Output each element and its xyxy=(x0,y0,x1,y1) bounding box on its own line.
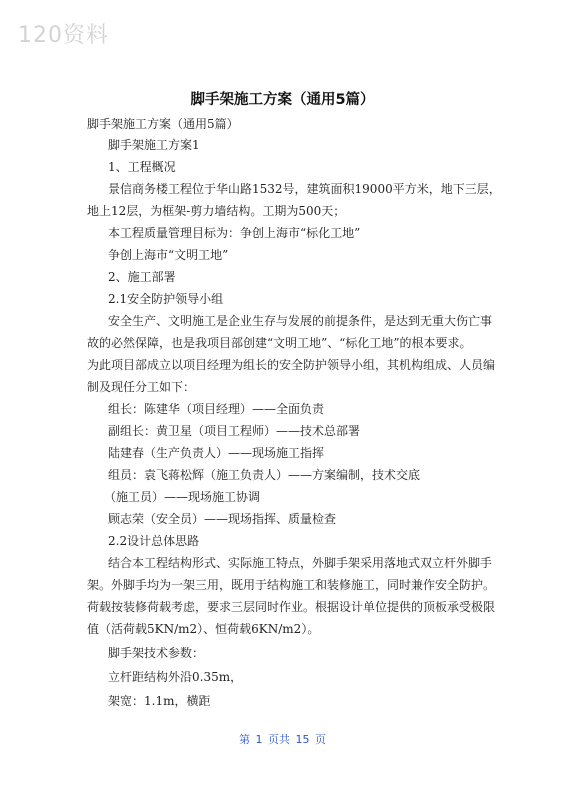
body-line: 结合本工程结构形式、实际施工特点，外脚手架采用落地式双立杆外脚手 xyxy=(108,556,493,570)
body-line: 本工程质量管理目标为：争创上海市“标化工地” xyxy=(108,226,361,240)
body-line: 脚手架施工方案1 xyxy=(108,138,200,152)
body-line: 地上12层，为框架-剪力墙结构。工期为500天； xyxy=(87,204,346,218)
body-line: 组长：陈建华（项目经理）——全面负责 xyxy=(108,402,325,416)
body-line: 架宽：1.1m，横距 xyxy=(108,694,211,708)
body-line: 陆建春（生产负责人）——现场施工指挥 xyxy=(108,446,325,460)
body-line: 荷载按装修荷载考虑，要求三层同时作业。根据设计单位提供的顶板承受极限 xyxy=(87,600,496,614)
body-line: （施工员）——现场施工协调 xyxy=(104,490,261,504)
body-line: 1、工程概况 xyxy=(108,160,176,174)
body-line: 副组长：黄卫星（项目工程师）——技术总部署 xyxy=(108,424,361,438)
body-line: 争创上海市“文明工地” xyxy=(108,248,229,262)
watermark: 120资料 xyxy=(18,23,109,48)
body-line: 顾志荣（安全员）——现场指挥、质量检查 xyxy=(108,512,337,526)
body-line: 组员：袁飞蒋松辉（施工负责人）——方案编制，技术交底 xyxy=(108,468,421,482)
body-line: 为此项目部成立以项目经理为组长的安全防护领导小组，其机构组成、人员编 xyxy=(87,358,496,372)
body-line: 制及现任分工如下： xyxy=(87,380,196,394)
body-line: 架。外脚手均为一架三用，既用于结构施工和装修施工，同时兼作安全防护。 xyxy=(87,578,496,592)
body-line: 脚手架施工方案（通用5篇） xyxy=(87,117,239,131)
body-line: 立杆距结构外沿0.35m， xyxy=(108,670,243,684)
body-line: 安全生产、文明施工是企业生存与发展的前提条件，是达到无重大伤亡事 xyxy=(108,314,493,328)
page-footer: 第 1 页共 15 页 xyxy=(239,733,326,746)
body-line: 景信商务楼工程位于华山路1532号，建筑面积19000平方米，地下三层， xyxy=(108,182,501,196)
body-line: 脚手架技术参数： xyxy=(108,646,205,660)
document-title: 脚手架施工方案（通用5篇） xyxy=(190,92,375,108)
body-line: 值（活荷载5KN/m2）、恒荷载6KN/m2）。 xyxy=(87,622,320,636)
body-line: 2、施工部署 xyxy=(108,270,176,284)
body-line: 2.1安全防护领导小组 xyxy=(108,292,224,306)
body-line: 2.2设计总体思路 xyxy=(108,534,200,548)
body-line: 故的必然保障，也是我项目部创建“文明工地”、“标化工地”的根本要求。 xyxy=(87,336,472,350)
